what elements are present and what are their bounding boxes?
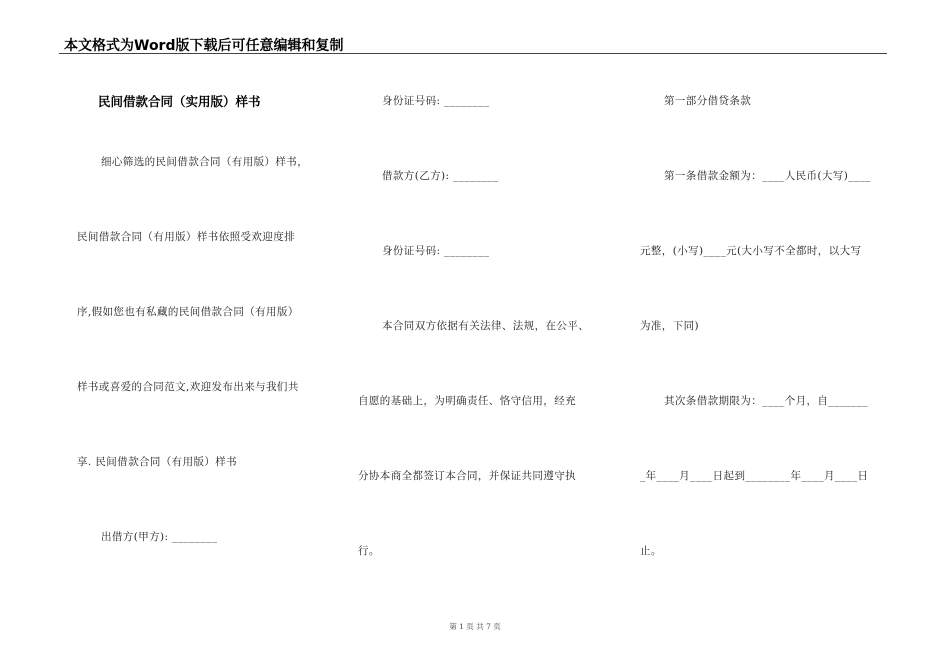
paragraph-line: 享. 民间借款合同（有用版）样书 xyxy=(77,456,238,468)
paragraph-line: 为准，下同) xyxy=(640,320,699,332)
lender-field-line: 出借方(甲方): ________ xyxy=(101,531,218,543)
document-title: 民间借款合同（实用版）样书 xyxy=(98,94,261,109)
text-column-1 xyxy=(77,0,347,600)
paragraph-line: 序,假如您也有私藏的民间借款合同（有用版） xyxy=(77,306,299,318)
id-number-field-line: 身份证号码: ________ xyxy=(382,245,490,257)
text-column-2 xyxy=(358,0,628,600)
paragraph-line: 其次条借款期限为：____个月，自_______ xyxy=(664,395,868,407)
paragraph-line: 样书或喜爱的合同范文,欢迎发布出来与我们共 xyxy=(77,381,299,393)
paragraph-line: 止。 xyxy=(640,545,662,557)
paragraph-line: 行。 xyxy=(358,545,380,557)
paragraph-line: 本合同双方依据有关法律、法规，在公平、 xyxy=(382,320,590,332)
paragraph-line: 分协本商全都签订本合同，并保证共同遵守执 xyxy=(358,470,576,482)
paragraph-line: 元整，(小写)____元(大小写不全都时，以大写 xyxy=(640,245,862,257)
page-footer: 第 1 页 共 7 页 xyxy=(449,622,501,631)
paragraph-line: 细心筛选的民间借款合同（有用版）样书， xyxy=(101,156,309,168)
paragraph-line: _年____月____日起到________年____月____日 xyxy=(640,470,869,482)
section-heading: 第一部分借贷条款 xyxy=(664,95,752,107)
paragraph-line: 民间借款合同（有用版）样书依照受欢迎度排 xyxy=(77,231,295,243)
paragraph-line: 第一条借款金额为：____人民币(大写)____ xyxy=(664,170,871,182)
paragraph-line: 自愿的基础上，为明确责任、恪守信用，经充 xyxy=(358,395,576,407)
text-column-3 xyxy=(640,0,890,600)
borrower-field-line: 借款方(乙方): ________ xyxy=(382,170,499,182)
id-number-field-line: 身份证号码: ________ xyxy=(382,95,490,107)
document-header-title: 本文格式为Word版下载后可任意编辑和复制 xyxy=(64,38,344,54)
